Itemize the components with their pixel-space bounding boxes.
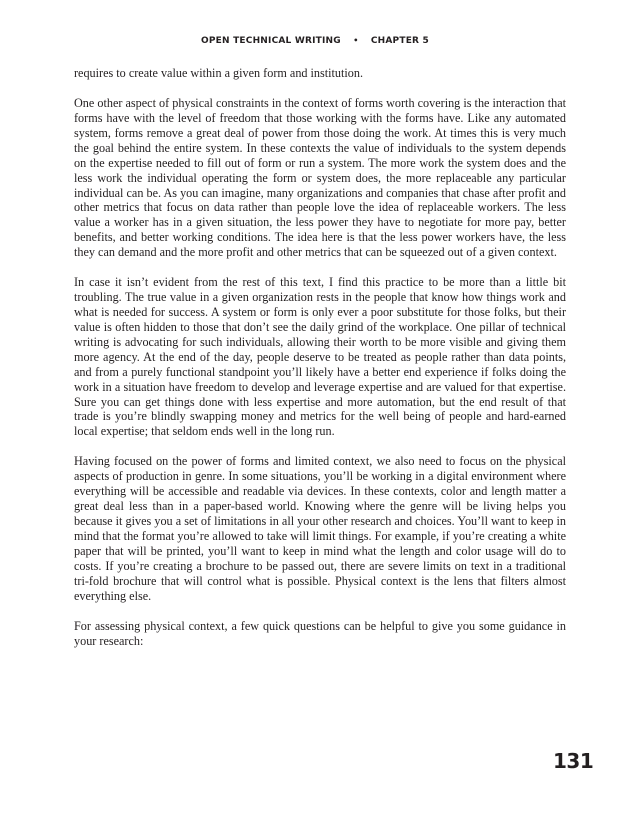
chapter-label: CHAPTER 5 [370,36,429,46]
header-separator: • [353,36,359,45]
book-title: OPEN TECHNICAL WRITING [201,36,341,46]
paragraph-continuation: requires to create value within a given form and institution. [74,66,364,80]
paragraph-forms-freedom: One other aspect of physical constraints in the context of forms worth covering is the interaction that forms have with the level of freedom that those working with the forms have. Like any automated system, forms remove a great deal of power from those doing the work. At times this is very much the goal behind the entire system. In these contexts the value of individuals to the system depends on the expertise needed to fill out of form or run a system. The more work the system does and the less work the individual operating the form or system does, the more replaceable any particular individual can be. As you can imagine, many organizations and companies that chase after profit and other metrics that focus on data rather than people love the idea of replaceable workers. The less value a worker has in a given situation, the less power they have to negotiate for more pay, better benefits, and better working conditions. The idea here is that the less power workers have, the less they can demand and the more profit and other metrics that can be squeezed out of a given context. [74,96,566,260]
body-text [74,66,566,664]
paragraph-troubling-practice: In case it isn’t evident from the rest of this text, I find this practice to be more than a little bit troubling. The true value in a given organization rests in the people that know how things work and what is needed for success. A system or form is only ever a poor substitute for those folks, but their value is often hidden to those that don’t see the daily grind of the workplace. One pillar of technical writing is advocating for such individuals, allowing their worth to be more visible and giving them more agency. At the end of the day, people deserve to be treated as people rather than data points, and from a purely functional standpoint you’ll likely have a better end experience if folks doing the work in a situation have freedom to develop and leverage expertise and are valued for that expertise. Sure you can get things done with less expertise and more automation, but the end result of that trade is you’re blindly swapping money and metrics for the well being of people and hard-earned local expertise; that seldom ends well in the long run. [74,275,566,439]
paragraph-assessing-context: For assessing physical context, a few quick questions can be helpful to give you some guidance in your research: [74,618,566,648]
page-number: 131 [553,749,594,773]
paragraph-physical-production: Having focused on the power of forms and limited context, we also need to focus on the physical aspects of production in genre. In some situations, you’ll be working in a digital environment where everything will be accessible and readable via devices. In these contexts, color and length matter a great deal less than in a paper-based world. Knowing where the genre will be living helps you because it gives you a set of limitations in all your other research and choices. You’ll want to keep in mind that the format you’re allowed to take will limit things. For example, if you’re creating a white paper that will be printed, you’ll want to keep in mind what the length and color usage will do to costs. If you’re creating a brochure to be passed out, there are severe limits on text in a traditional tri-fold brochure that will control what is possible. Physical context is the lens that filters almost everything else. [74,454,566,603]
running-header [0,36,630,46]
